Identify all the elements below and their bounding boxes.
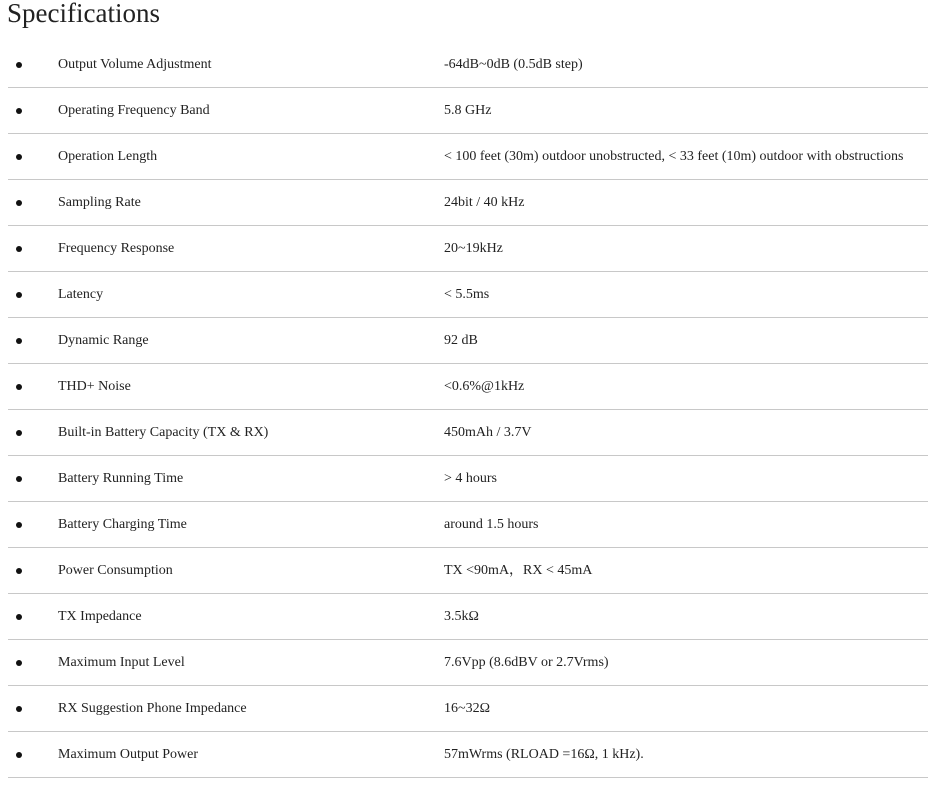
spec-row <box>8 364 928 410</box>
bullet-icon <box>16 246 22 252</box>
bullet-icon <box>16 108 22 114</box>
spec-label: Power Consumption <box>58 563 173 578</box>
bullet-icon <box>16 706 22 712</box>
bullet-icon <box>16 568 22 574</box>
spec-value: 450mAh / 3.7V <box>444 425 532 440</box>
spec-label: Latency <box>58 287 104 302</box>
spec-value: 5.8 GHz <box>444 103 492 118</box>
bullet-icon <box>16 476 22 482</box>
spec-value: TX <90mA，RX < 45mA <box>444 563 593 578</box>
spec-row <box>8 548 928 594</box>
spec-value: around 1.5 hours <box>444 517 539 532</box>
spec-label: Built-in Battery Capacity (TX & RX) <box>58 425 269 440</box>
spec-row <box>8 42 928 88</box>
spec-label: TX Impedance <box>58 609 142 624</box>
spec-row <box>8 226 928 272</box>
bullet-icon <box>16 292 22 298</box>
spec-value: 20~19kHz <box>444 241 503 256</box>
bullet-icon <box>16 62 22 68</box>
spec-row <box>8 456 928 502</box>
spec-row <box>8 686 928 732</box>
bullet-icon <box>16 154 22 160</box>
spec-row <box>8 134 928 180</box>
spec-label: RX Suggestion Phone Impedance <box>58 701 247 716</box>
bullet-icon <box>16 200 22 206</box>
page-title: Specifications <box>7 0 160 28</box>
spec-row <box>8 502 928 548</box>
spec-row <box>8 272 928 318</box>
spec-label: Output Volume Adjustment <box>58 57 212 72</box>
bullet-icon <box>16 660 22 666</box>
spec-row <box>8 640 928 686</box>
spec-label: Battery Charging Time <box>58 517 187 532</box>
bullet-icon <box>16 430 22 436</box>
spec-value: <0.6%@1kHz <box>444 379 525 394</box>
spec-row <box>8 180 928 226</box>
bullet-icon <box>16 384 22 390</box>
spec-value: > 4 hours <box>444 471 498 486</box>
spec-label: Dynamic Range <box>58 333 149 348</box>
spec-label: Sampling Rate <box>58 195 141 210</box>
spec-label: Operating Frequency Band <box>58 103 210 118</box>
spec-label: Maximum Output Power <box>58 747 198 762</box>
spec-value: -64dB~0dB (0.5dB step) <box>444 57 583 72</box>
bullet-icon <box>16 522 22 528</box>
spec-label: Operation Length <box>58 149 158 164</box>
spec-value: 7.6Vpp (8.6dBV or 2.7Vrms) <box>444 655 609 670</box>
spec-label: Frequency Response <box>58 241 175 256</box>
spec-row <box>8 410 928 456</box>
spec-row <box>8 732 928 778</box>
spec-row <box>8 594 928 640</box>
spec-value: 24bit / 40 kHz <box>444 195 525 210</box>
spec-value: 57mWrms (RLOAD =16Ω, 1 kHz). <box>444 747 644 762</box>
spec-value: 16~32Ω <box>444 701 490 716</box>
spec-label: Battery Running Time <box>58 471 184 486</box>
bullet-icon <box>16 752 22 758</box>
spec-value: 92 dB <box>444 333 478 348</box>
spec-row <box>8 88 928 134</box>
spec-row <box>8 318 928 364</box>
spec-label: THD+ Noise <box>58 379 131 394</box>
specifications-list <box>8 42 928 778</box>
spec-label: Maximum Input Level <box>58 655 185 670</box>
spec-value: < 5.5ms <box>444 287 490 302</box>
spec-value: < 100 feet (30m) outdoor unobstructed, < 33 feet (10m) outdoor with obstructions <box>444 149 904 164</box>
bullet-icon <box>16 338 22 344</box>
bullet-icon <box>16 614 22 620</box>
spec-value: 3.5kΩ <box>444 609 479 624</box>
